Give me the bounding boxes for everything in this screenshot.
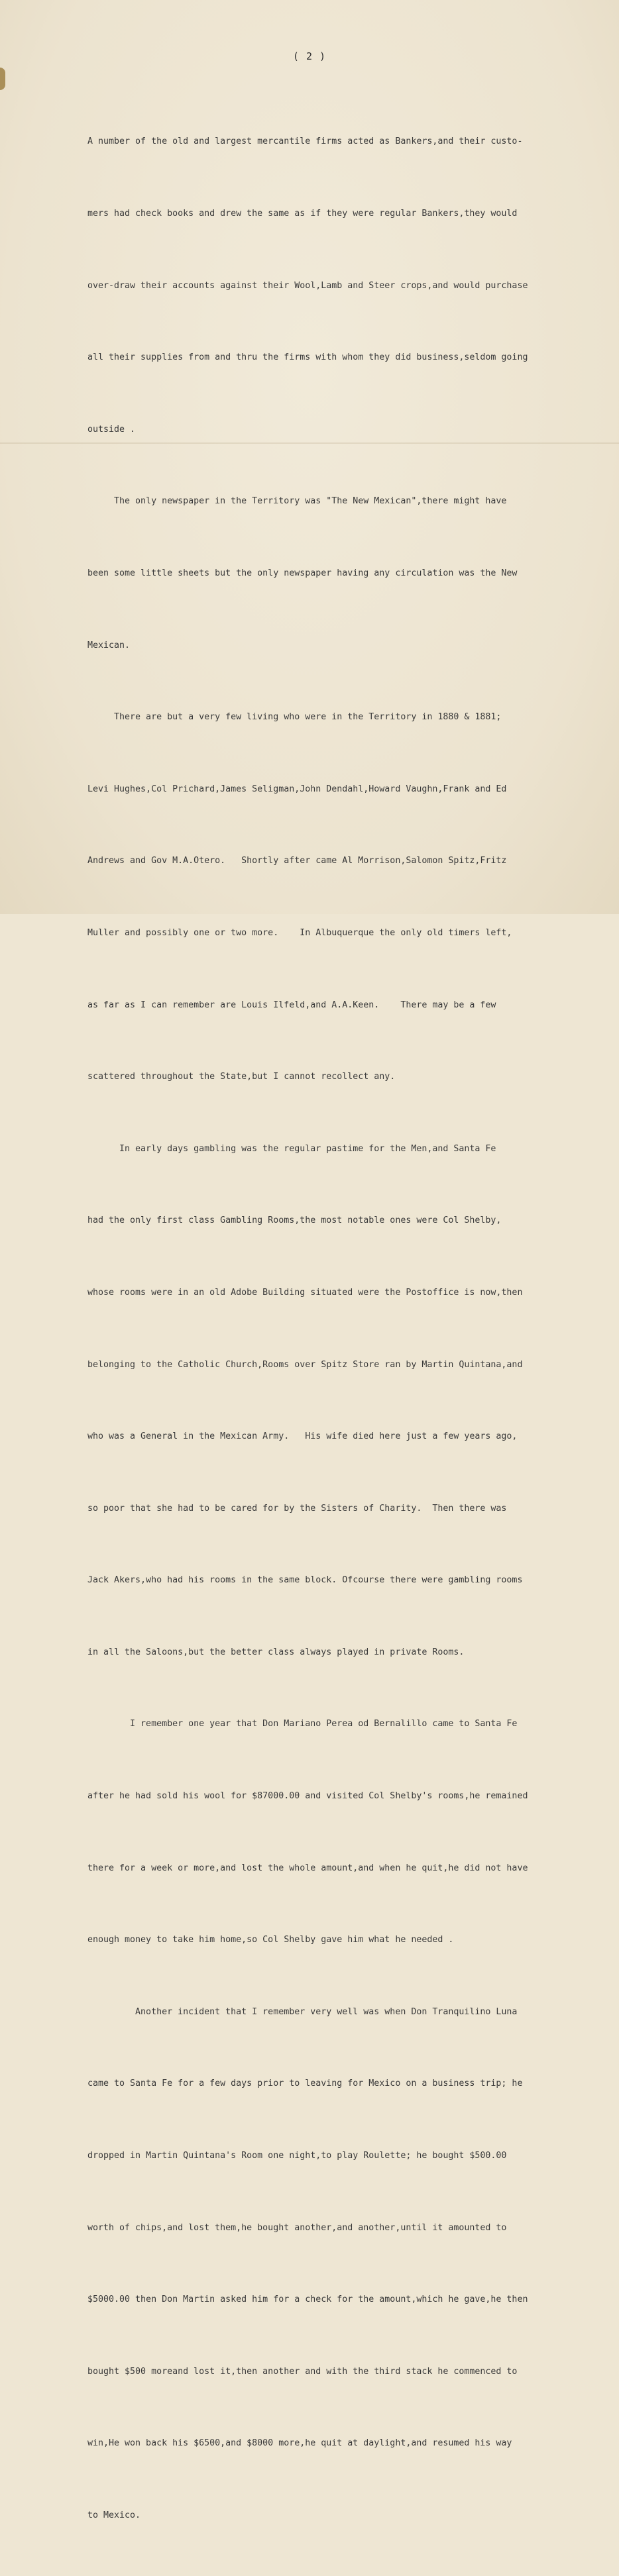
text-line: I remember one year that Don Mariano Perea od Bernalillo came to Santa Fe — [87, 1719, 518, 1729]
text-line: all their supplies from and thru the firms with whom they did business,seldom going — [87, 352, 528, 363]
text-line: In early days gambling was the regular pastime for the Men,and Santa Fe — [87, 1143, 496, 1154]
text-line: outside . — [87, 424, 136, 435]
text-line: Muller and possibly one or two more. In Albuquerque the only old timers left, — [87, 927, 512, 938]
text-line: bought $500 moreand lost it,then another and with the third stack he commenced to — [87, 2366, 518, 2377]
text-line: Levi Hughes,Col Prichard,James Seligman,John Dendahl,Howard Vaughn,Frank and Ed — [87, 784, 507, 794]
page-number: ( 2 ) — [292, 50, 327, 62]
text-line: scattered throughout the State,but I cannot recollect any. — [87, 1072, 396, 1082]
text-line: worth of chips,and lost them,he bought another,and another,until it amounted to — [87, 2222, 507, 2233]
document-body — [87, 82, 611, 2576]
text-line: enough money to take him home,so Col Shelby gave him what he needed . — [87, 1935, 454, 1945]
text-line: There are but a very few living who were in the Territory in 1880 & 1881; — [87, 712, 502, 723]
text-line: who was a General in the Mexican Army. His wife died here just a few years ago, — [87, 1431, 518, 1442]
text-line: over-draw their accounts against their Wool,Lamb and Steer crops,and would purchase — [87, 280, 528, 291]
text-line: came to Santa Fe for a few days prior to leaving for Mexico on a business trip; he — [87, 2079, 523, 2089]
text-line: The only newspaper in the Territory was "The New Mexican",there might have — [87, 496, 507, 507]
text-line: Another incident that I remember very well was when Don Tranquilino Luna — [87, 2006, 518, 2017]
text-line: Mexican. — [87, 640, 131, 650]
text-line: mers had check books and drew the same as if they were regular Bankers,they would — [87, 209, 518, 219]
text-line: had the only first class Gambling Rooms,the most notable ones were Col Shelby, — [87, 1215, 502, 1226]
text-line: whose rooms were in an old Adobe Building situated were the Postoffice is now,then — [87, 1287, 523, 1298]
text-line: Jack Akers,who had his rooms in the same block. Ofcourse there were gambling rooms — [87, 1575, 523, 1586]
text-line: in all the Saloons,but the better class always played in private Rooms. — [87, 1647, 465, 1657]
text-line: Andrews and Gov M.A.Otero. Shortly after came Al Morrison,Salomon Spitz,Fritz — [87, 856, 507, 866]
text-line: after he had sold his wool for $87000.00 and visited Col Shelby's rooms,he remained — [87, 1791, 528, 1802]
text-line: win,He won back his $6500,and $8000 more,he quit at daylight,and resumed his way — [87, 2438, 512, 2449]
text-line: dropped in Martin Quintana's Room one night,to play Roulette; he bought $500.00 — [87, 2151, 507, 2161]
text-line: been some little sheets but the only newspaper having any circulation was the New — [87, 568, 518, 578]
text-line: to Mexico. — [87, 2510, 141, 2520]
text-line: belonging to the Catholic Church,Rooms over Spitz Store ran by Martin Quintana,and — [87, 1359, 523, 1370]
text-line: there for a week or more,and lost the whole amount,and when he quit,he did not have — [87, 1863, 528, 1873]
edge-stain — [0, 68, 5, 90]
text-line: as far as I can remember are Louis Ilfeld,and A.A.Keen. There may be a few — [87, 1000, 496, 1010]
text-line: so poor that she had to be cared for by the Sisters of Charity. Then there was — [87, 1503, 507, 1514]
text-line: A number of the old and largest mercantile firms acted as Bankers,and their custo- — [87, 136, 523, 147]
text-line: $5000.00 then Don Martin asked him for a check for the amount,which he gave,he then — [87, 2294, 528, 2305]
